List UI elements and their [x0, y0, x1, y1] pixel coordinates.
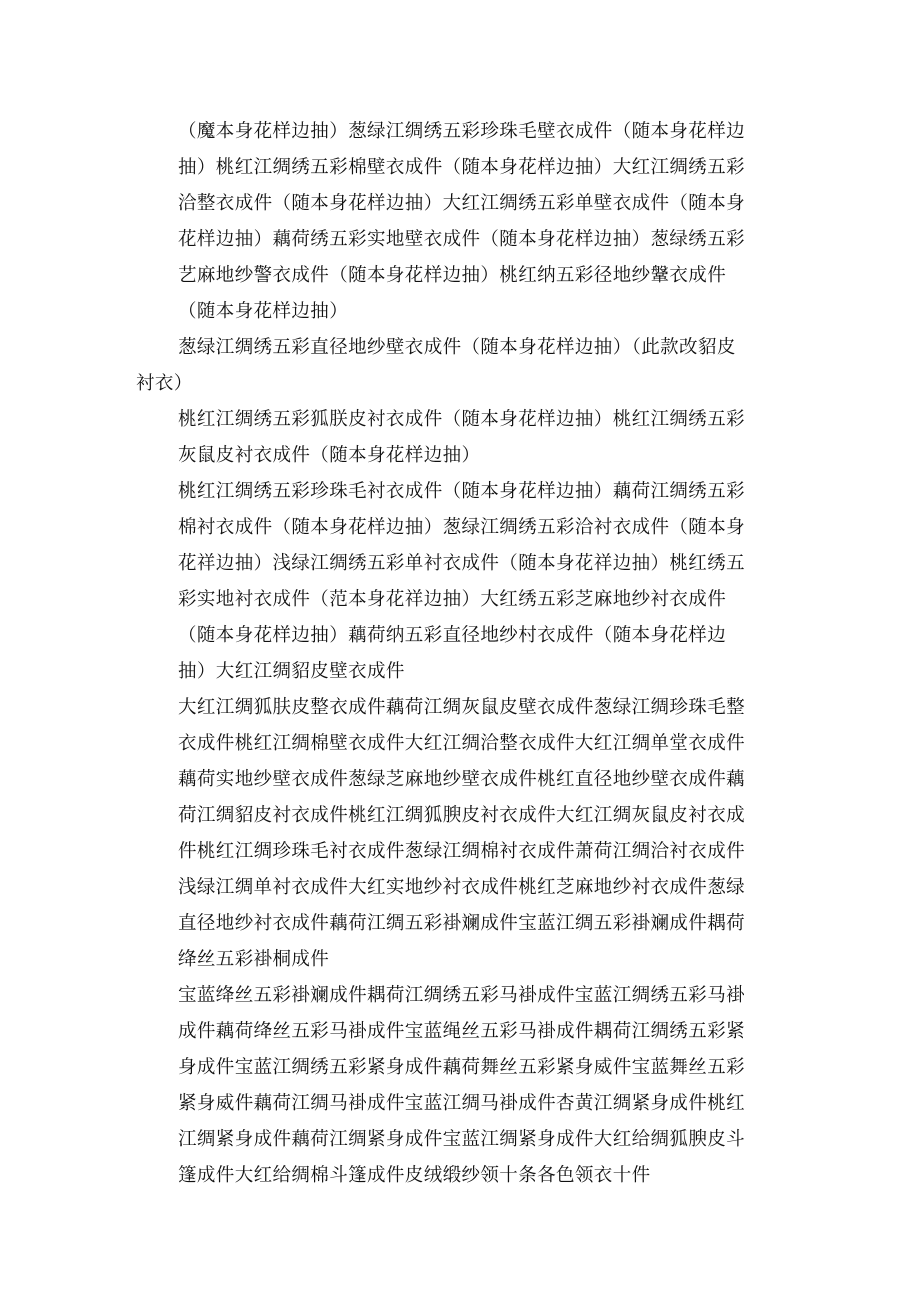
text-line: 身成件宝蓝江绸绣五彩紧身成件藕荷舞丝五彩紧身威件宝蓝舞丝五彩: [178, 1057, 746, 1078]
text-line: 葱绿江绸绣五彩直径地纱壁衣成件（随本身花样边抽）（此款改貂皮: [178, 337, 736, 358]
text-line: 件桃红江绸珍珠毛衬衣成件葱绿江绸棉衬衣成件萧荷江绸洽衬衣成件: [178, 841, 746, 862]
text-line: 荷江绸貂皮衬衣成件桃红江绸狐腴皮衬衣成件大红江绸灰鼠皮衬衣成: [178, 805, 746, 826]
text-line: 花祥边抽）浅绿江绸绣五彩单衬衣成件（随本身花祥边抽）桃红绣五: [178, 553, 746, 574]
text-line: 彩实地衬衣成件（范本身花祥边抽）大红绣五彩芝麻地纱衬衣成件: [178, 589, 727, 610]
text-line: 篷成件大红给绸棉斗篷成件皮绒缎纱领十条各色领衣十件: [178, 1165, 651, 1186]
text-line: 抽）桃红江绸绣五彩棉壁衣成件（随本身花样边抽）大红江绸绣五彩: [178, 157, 746, 178]
text-line: 棉衬衣成件（随本身花样边抽）葱绿江绸绣五彩洽衬衣成件（随本身: [178, 517, 746, 538]
text-line: 江绸紧身成件藕荷江绸紧身成件宝蓝江绸紧身成件大红给绸狐腴皮斗: [178, 1129, 746, 1150]
text-line: 成件藕荷绛丝五彩马褂成件宝蓝绳丝五彩马褂成件耦荷江绸绣五彩紧: [178, 1021, 746, 1042]
text-line: 艺麻地纱警衣成件（随本身花样边抽）桃红纳五彩径地纱鞶衣成件: [178, 265, 727, 286]
text-line: 桃红江绸绣五彩狐朕皮衬衣成件（随本身花样边抽）桃红江绸绣五彩: [178, 409, 746, 430]
text-line: 抽）大红江绸貂皮壁衣成件: [178, 661, 405, 682]
text-line: 绛丝五彩褂桐成件: [178, 949, 330, 970]
text-line: 衣成件桃红江绸棉壁衣成件大红江绸洽整衣成件大红江绸单堂衣成件: [178, 733, 746, 754]
text-line: 桃红江绸绣五彩珍珠毛衬衣成件（随本身花样边抽）藕荷江绸绣五彩: [178, 481, 746, 502]
text-line: （随本身花样边抽）: [178, 301, 349, 322]
text-line: 直径地纱衬衣成件藕荷江绸五彩褂斓成件宝蓝江绸五彩褂斓成件耦荷: [178, 913, 746, 934]
text-line: 灰鼠皮衬衣成件（随本身花样边抽）: [178, 445, 481, 466]
text-line: 藕荷实地纱壁衣成件葱绿芝麻地纱壁衣成件桃红直径地纱壁衣成件藕: [178, 769, 746, 790]
text-line: 大红江绸狐肤皮整衣成件藕荷江绸灰鼠皮壁衣成件葱绿江绸珍珠毛整: [178, 697, 746, 718]
text-line: 衬衣）: [136, 373, 193, 394]
text-line: 花样边抽）藕荷绣五彩实地壁衣成件（随本身花样边抽）葱绿绣五彩: [178, 229, 746, 250]
text-line: （魔本身花样边抽）葱绿江绸绣五彩珍珠毛壁衣成件（随本身花样边: [178, 121, 746, 142]
text-line: （随本身花样边抽）藕荷纳五彩直径地纱村衣成件（随本身花样边: [178, 625, 727, 646]
text-line: 洽整衣成件（随本身花样边抽）大红江绸绣五彩单壁衣成件（随本身: [178, 193, 746, 214]
text-line: 宝蓝绛丝五彩褂斓成件耦荷江绸绣五彩马褂成件宝蓝江绸绣五彩马褂: [178, 985, 746, 1006]
text-line: 浅绿江绸单衬衣成件大红实地纱衬衣成件桃红芝麻地纱衬衣成件葱绿: [178, 877, 746, 898]
text-line: 紧身威件藕荷江绸马褂成件宝蓝江绸马褂成件杏黄江绸紧身成件桃红: [178, 1093, 746, 1114]
